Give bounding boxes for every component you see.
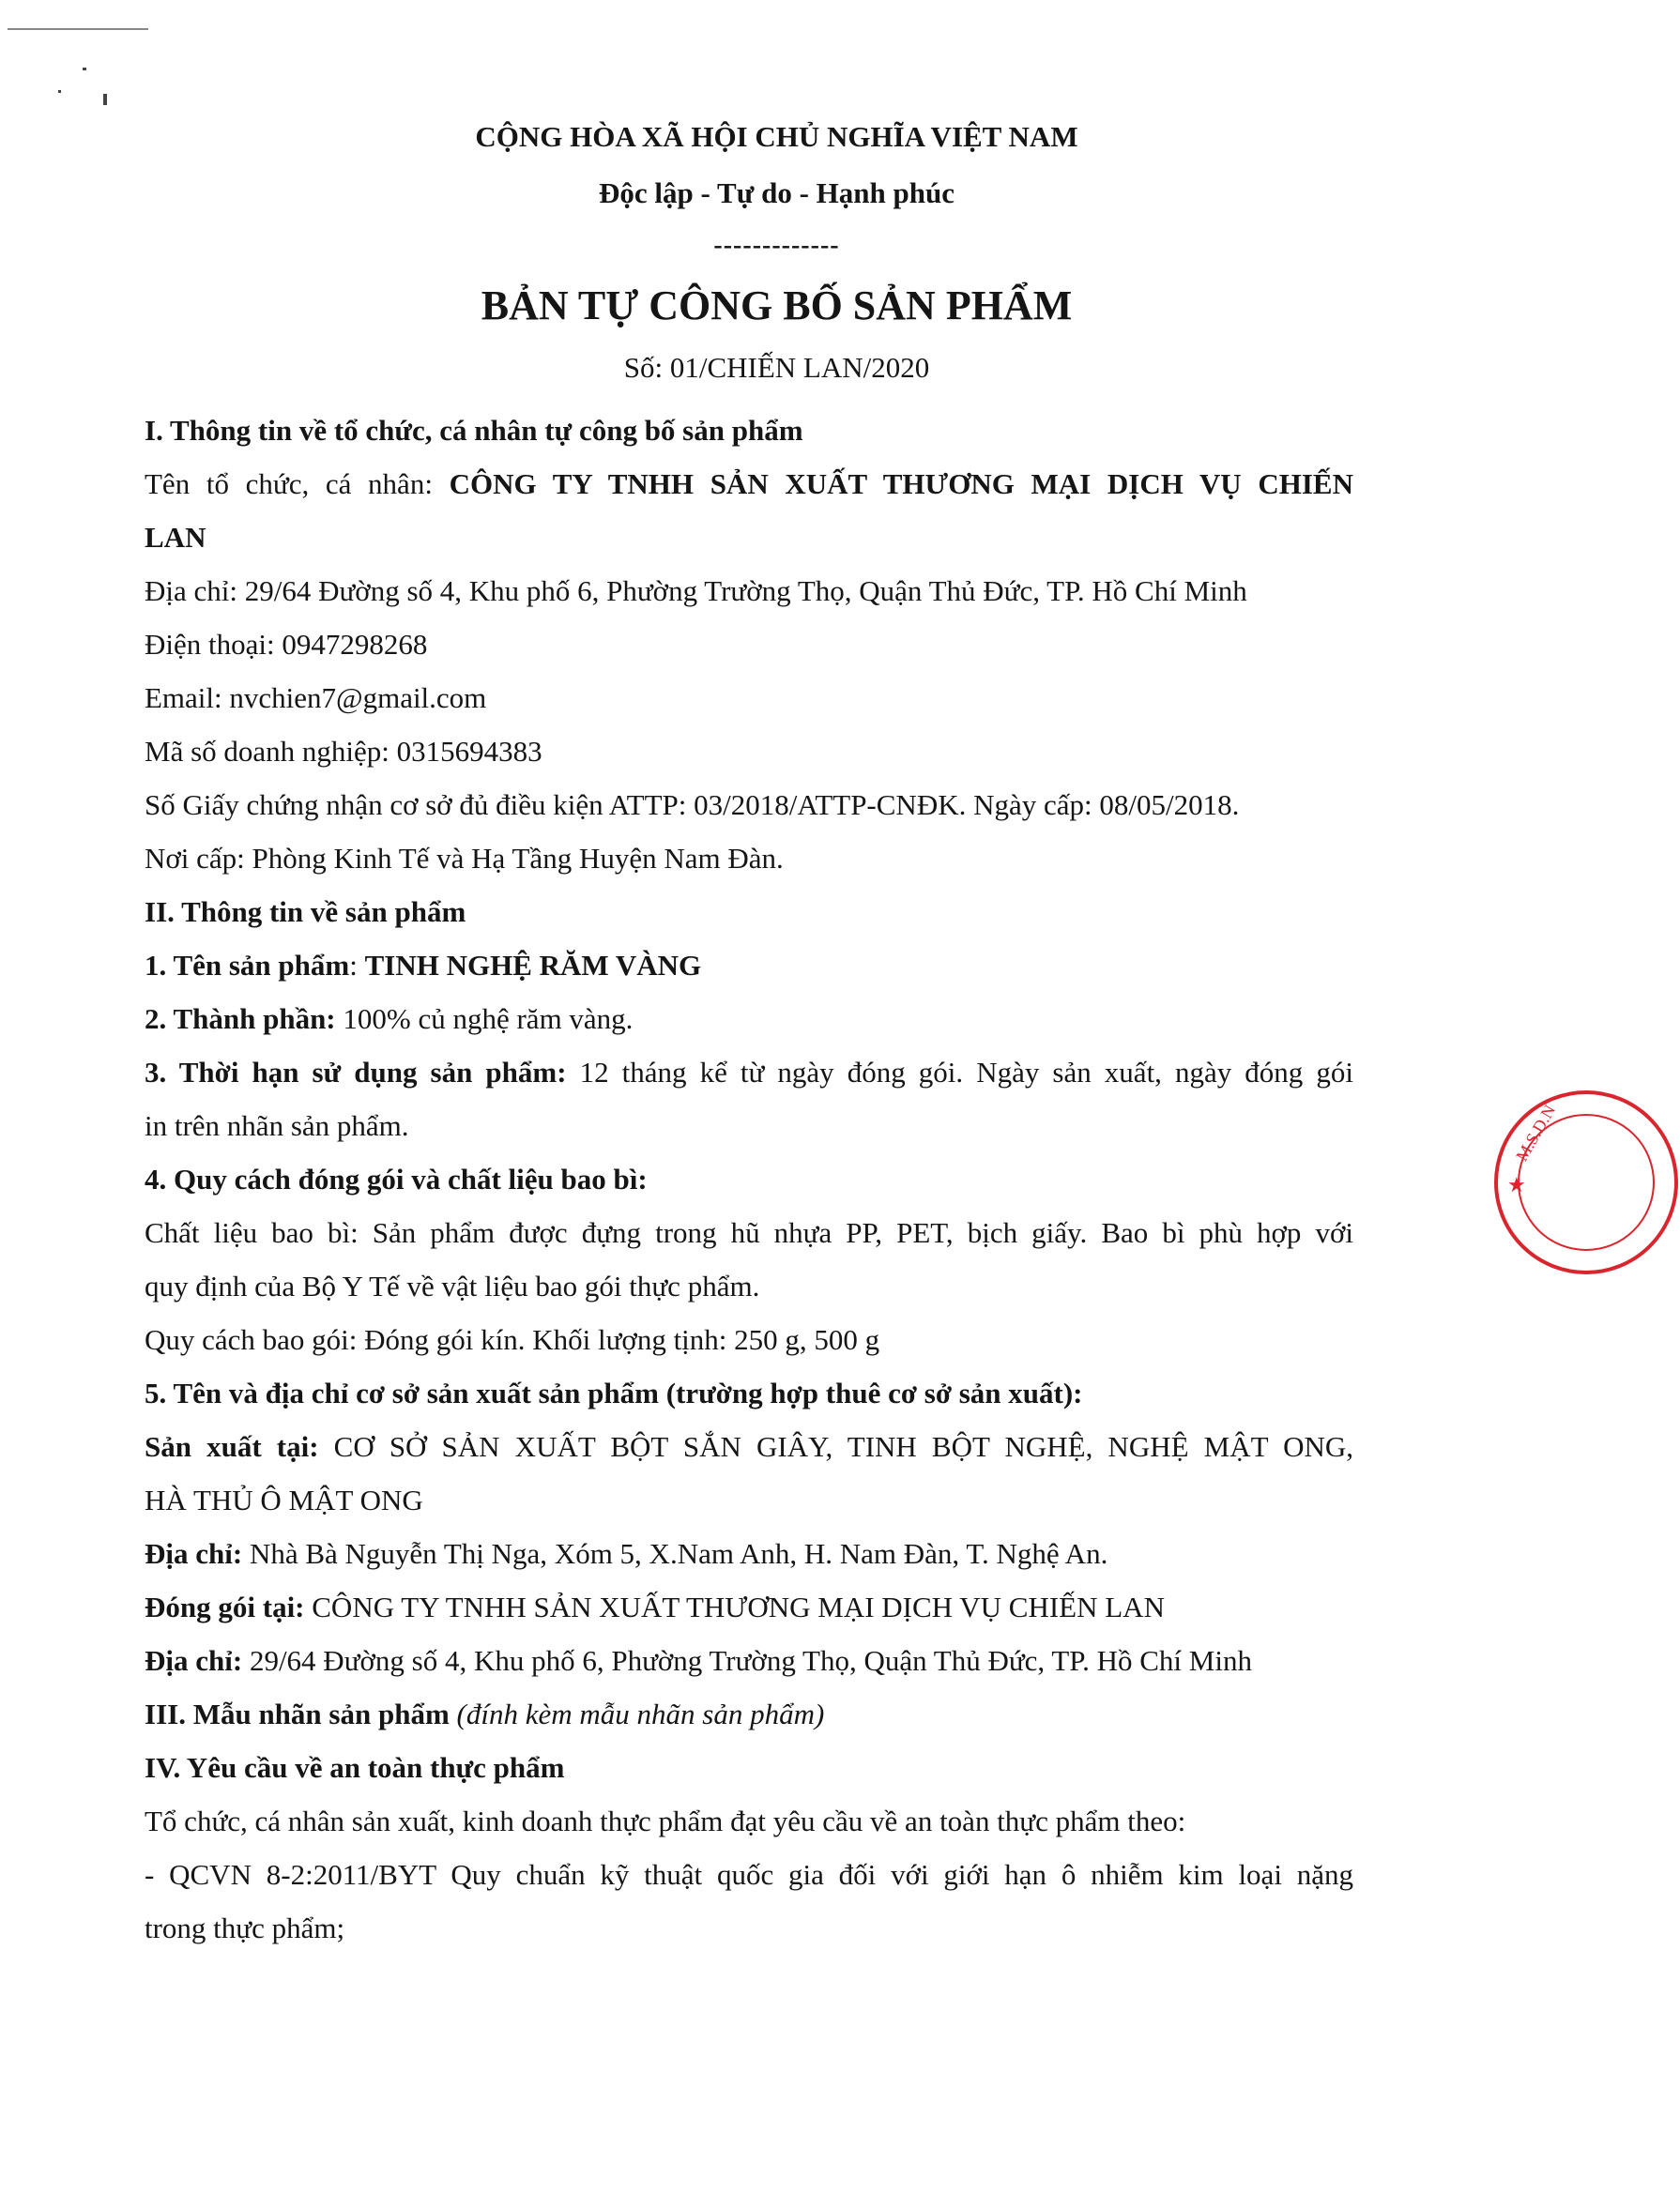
producer-address-line bbox=[145, 1527, 1353, 1580]
product-name-line bbox=[145, 938, 1353, 992]
produced-at-line bbox=[145, 1420, 1353, 1473]
packer-address-line bbox=[145, 1634, 1353, 1687]
packed-at-value: CÔNG TY TNHH SẢN XUẤT THƯƠNG MẠI DỊCH VỤ CHIẾN LAN bbox=[304, 1591, 1165, 1623]
company-seal bbox=[1492, 1089, 1680, 1276]
section-3-line bbox=[145, 1687, 1353, 1741]
packaging-material: Chất liệu bao bì: Sản phẩm được đựng trong hũ nhựa PP, PET, bịch giấy. Bao bì phù hợp với bbox=[145, 1216, 1353, 1249]
ingredients-label: 2. Thành phần: bbox=[145, 1002, 336, 1035]
business-code: Mã số doanh nghiệp: 0315694383 bbox=[145, 735, 542, 768]
packing-spec: Quy cách bao gói: Đóng gói kín. Khối lượng tịnh: 250 g, 500 g bbox=[145, 1323, 880, 1356]
motto-heading: Độc lập - Tự do - Hạnh phúc bbox=[599, 176, 955, 209]
document-title: BẢN TỰ CÔNG BỐ SẢN PHẨM bbox=[481, 282, 1073, 328]
section-3-heading: III. Mẫu nhãn sản phẩm bbox=[145, 1698, 450, 1730]
scan-mark bbox=[58, 90, 61, 93]
org-email: Email: nvchien7@gmail.com bbox=[145, 681, 487, 714]
scan-mark bbox=[83, 68, 86, 70]
manufacturer-heading: 5. Tên và địa chỉ cơ sở sản xuất sản phẩm (trường hợp thuê cơ sở sản xuất): bbox=[145, 1377, 1083, 1409]
produced-at-continuation: HÀ THỦ Ô MẬT ONG bbox=[145, 1484, 423, 1516]
food-safety-certificate: Số Giấy chứng nhận cơ sở đủ điều kiện ATTP: 03/2018/ATTP-CNĐK. Ngày cấp: 08/05/2018. bbox=[145, 788, 1240, 821]
section-1-heading: I. Thông tin về tổ chức, cá nhân tự công bố sản phẩm bbox=[145, 414, 803, 447]
safety-intro: Tổ chức, cá nhân sản xuất, kinh doanh thực phẩm đạt yêu cầu về an toàn thực phẩm theo: bbox=[145, 1805, 1186, 1837]
packed-at-line bbox=[145, 1580, 1353, 1634]
packaging-material-continuation: quy định của Bộ Y Tế về vật liệu bao gói thực phẩm. bbox=[145, 1270, 760, 1303]
scan-mark bbox=[103, 94, 107, 105]
org-name-continuation: LAN bbox=[145, 521, 206, 554]
org-label: Tên tổ chức, cá nhân: bbox=[145, 467, 433, 500]
packer-address: 29/64 Đường số 4, Khu phố 6, Phường Trường Thọ, Quận Thủ Đức, TP. Hồ Chí Minh bbox=[242, 1644, 1252, 1677]
section-2-heading: II. Thông tin về sản phẩm bbox=[145, 895, 466, 928]
product-name-separator: : bbox=[349, 949, 365, 982]
shelf-life-line bbox=[145, 1045, 1353, 1099]
produced-at-label: Sản xuất tại: bbox=[145, 1430, 319, 1463]
org-name: CÔNG TY TNHH SẢN XUẤT THƯƠNG MẠI DỊCH VỤ CHIẾN bbox=[449, 467, 1353, 500]
shelf-life-label: 3. Thời hạn sử dụng sản phẩm: bbox=[145, 1056, 567, 1089]
safety-standard-continuation: trong thực phẩm; bbox=[145, 1912, 345, 1944]
seal-text: M.S.D.N bbox=[1512, 1101, 1560, 1165]
seal-star-icon: ★ bbox=[1507, 1174, 1526, 1197]
ingredients-line bbox=[145, 992, 1353, 1045]
heading-divider: ------------- bbox=[713, 231, 840, 260]
section-4-heading: IV. Yêu cầu về an toàn thực phẩm bbox=[145, 1751, 565, 1784]
product-name-label: 1. Tên sản phẩm bbox=[145, 949, 350, 982]
shelf-life-continuation: in trên nhãn sản phẩm. bbox=[145, 1109, 409, 1142]
producer-address-label: Địa chỉ: bbox=[145, 1537, 243, 1570]
document-body bbox=[145, 404, 1353, 1955]
packed-at-label: Đóng gói tại: bbox=[145, 1591, 305, 1623]
ingredients-value: 100% củ nghệ răm vàng. bbox=[335, 1002, 634, 1035]
document-number: Số: 01/CHIẾN LAN/2020 bbox=[623, 351, 930, 384]
product-name: TINH NGHỆ RĂM VÀNG bbox=[364, 949, 702, 982]
producer-address: Nhà Bà Nguyễn Thị Nga, Xóm 5, X.Nam Anh, H. Nam Đàn, T. Nghệ An. bbox=[242, 1537, 1108, 1570]
org-phone: Điện thoại: 0947298268 bbox=[145, 628, 428, 661]
scan-mark bbox=[8, 28, 148, 30]
certificate-issuer: Nơi cấp: Phòng Kinh Tế và Hạ Tầng Huyện Nam Đàn. bbox=[145, 842, 784, 875]
produced-at-value: CƠ SỞ SẢN XUẤT BỘT SẮN GIÂY, TINH BỘT NGHỆ, NGHỆ MẬT ONG, bbox=[318, 1430, 1353, 1463]
nation-heading: CỘNG HÒA XÃ HỘI CHỦ NGHĨA VIỆT NAM bbox=[475, 120, 1078, 153]
org-name-line bbox=[145, 457, 1353, 510]
packaging-heading: 4. Quy cách đóng gói và chất liệu bao bì: bbox=[145, 1163, 648, 1196]
org-address: Địa chỉ: 29/64 Đường số 4, Khu phố 6, Phường Trường Thọ, Quận Thủ Đức, TP. Hồ Chí Minh bbox=[145, 574, 1247, 607]
shelf-life-value: 12 tháng kể từ ngày đóng gói. Ngày sản xuất, ngày đóng gói bbox=[566, 1056, 1353, 1089]
section-3-note: (đính kèm mẫu nhãn sản phẩm) bbox=[456, 1698, 825, 1730]
packer-address-label: Địa chỉ: bbox=[145, 1644, 243, 1677]
safety-standard: - QCVN 8-2:2011/BYT Quy chuẩn kỹ thuật quốc gia đối với giới hạn ô nhiễm kim loại nặng bbox=[145, 1858, 1353, 1891]
